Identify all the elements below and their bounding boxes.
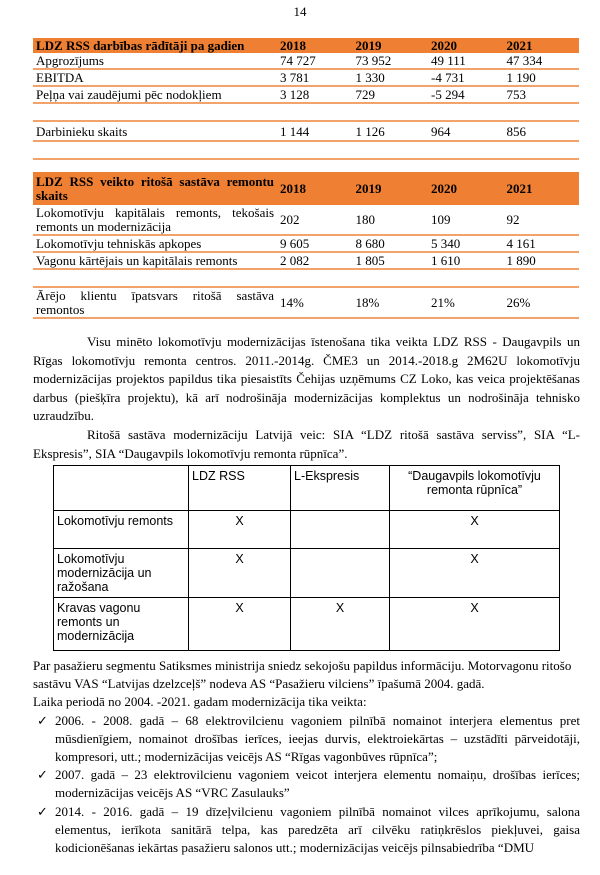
cell: 180 (353, 205, 428, 235)
cell: 729 (353, 86, 428, 103)
table-row (33, 53, 579, 69)
header-cell (54, 466, 189, 511)
cell: Lokomotīvju modernizācija un ražošana (54, 549, 189, 598)
cell: Ārējo klientu īpatsvars ritošā sastāva remontos (33, 287, 277, 318)
list-item (33, 712, 580, 767)
performance-table (33, 38, 579, 160)
header-cell: LDZ RSS darbības rādītāji pa gadien (33, 38, 277, 53)
table-row (33, 252, 579, 269)
header-cell: LDZ RSS (189, 466, 291, 511)
table-row (54, 511, 560, 549)
cell: 26% (504, 287, 580, 318)
list-item (33, 803, 580, 858)
cell: 21% (428, 287, 503, 318)
cell: 109 (428, 205, 503, 235)
header-cell: 2018 (277, 38, 352, 53)
table-row (33, 69, 579, 86)
spacer-row (33, 141, 579, 159)
cell: X (291, 598, 390, 651)
cell: 3 128 (277, 86, 352, 103)
cell: Lokomotīvju remonts (54, 511, 189, 549)
header-cell: 2018 (277, 172, 352, 205)
cell: EBITDA (33, 69, 277, 86)
cell: Kravas vagonu remonts un modernizācija (54, 598, 189, 651)
cell: 1 890 (504, 252, 580, 269)
checkmark-icon: ✓ (37, 803, 48, 819)
cell: 18% (353, 287, 428, 318)
header-cell: 2021 (504, 172, 580, 205)
cell: -4 731 (428, 69, 503, 86)
table-header-row (33, 38, 579, 53)
cell: 5 340 (428, 235, 503, 252)
cell: 73 952 (353, 53, 428, 69)
checkmark-icon: ✓ (37, 767, 48, 783)
cell: Apgrozījums (33, 53, 277, 69)
paragraph: Par pasažieru segmentu Satiksmes ministrija sniedz sekojošu papildus informāciju. Motorvagonu ritošo sastāvu VAS “Latvijas dzelzceļš” nodeva AS “Pasažieru vilciens” īpašumā 2004. gadā. (33, 658, 572, 692)
cell: Lokomotīvju tehniskās apkopes (33, 235, 277, 252)
cell: 49 111 (428, 53, 503, 69)
cell: Lokomotīvju kapitālais remonts, tekošais remonts un modernizācija (33, 205, 277, 235)
cell: 14% (277, 287, 352, 318)
cell: -5 294 (428, 86, 503, 103)
list-item (33, 766, 580, 802)
cell: Vagonu kārtējais un kapitālais remonts (33, 252, 277, 269)
header-cell: “Daugavpils lokomotīvju remonta rūpnīca” (390, 466, 560, 511)
cell (291, 511, 390, 549)
cell: 2 082 (277, 252, 352, 269)
passenger-section (33, 657, 580, 857)
header-cell: 2019 (353, 172, 428, 205)
cell: 1 805 (353, 252, 428, 269)
paragraph: Ritošā sastāva modernizāciju Latvijā veic: SIA “LDZ ritošā sastāva serviss”, SIA “L-Ekspresis”, SIA “Daugavpils lokomotīvju remonta rūpnīca”. (33, 426, 580, 461)
table-header-row (54, 466, 560, 511)
modernization-companies-table (53, 465, 560, 651)
list-item-text: 2014. - 2016. gadā – 19 dīzeļvilcienu vagoniem pilnībā nomainot vilces aprīkojumu, salona elementus, ierīkota sanitārā telpa, kas paredzēta arī cilvēku ratiņkrēslos piekļuvei, gaisa kodicionēšanas iekārtas pasažieru salonos utt.; modernizācijas veicējs pilnsabiedrība “DMU (55, 803, 580, 856)
cell: 1 610 (428, 252, 503, 269)
cell: X (390, 511, 560, 549)
cell: X (189, 549, 291, 598)
cell: 1 330 (353, 69, 428, 86)
table-header-row (33, 172, 579, 205)
table-row (54, 549, 560, 598)
cell: X (390, 549, 560, 598)
spacer-row (33, 269, 579, 287)
cell: X (189, 598, 291, 651)
table-row (54, 598, 560, 651)
list-item-text: 2006. - 2008. gadā – 68 elektrovilcienu vagoniem pilnībā nomainot interjera elementus pret mūsdienīgiem, nomainot drošības ierīces, ieejas durvis, elektroiekārtas – uzstādīti pārveidotāji, kompresori, utt.; modernizācijas veicējs AS “Rīgas vagonbūves rūpnīca”; (55, 712, 580, 765)
list-item-text: 2007. gadā – 23 elektrovilcienu vagoniem veicot interjera elementu nomaiņu, drošības ierīces; modernizācijas veicējs AS “VRC Zasulauks” (55, 767, 580, 801)
table-row (33, 86, 579, 103)
header-cell: 2020 (428, 172, 503, 205)
cell: 9 605 (277, 235, 352, 252)
cell: 47 334 (503, 53, 579, 69)
cell: 202 (277, 205, 352, 235)
header-cell: 2019 (353, 38, 428, 53)
cell: 8 680 (353, 235, 428, 252)
cell: Darbinieku skaits (33, 121, 277, 141)
modernization-list (33, 712, 580, 858)
page-number: 14 (293, 4, 307, 19)
header-cell: L-Ekspresis (291, 466, 390, 511)
cell: Peļņa vai zaudējumi pēc nodokļiem (33, 86, 277, 103)
cell: 92 (504, 205, 580, 235)
cell (291, 549, 390, 598)
checkmark-icon: ✓ (37, 712, 48, 728)
cell: 4 161 (504, 235, 580, 252)
header-cell: LDZ RSS veikto ritošā sastāva remontu skaits (33, 172, 277, 205)
table-row (33, 121, 579, 141)
cell: 964 (428, 121, 503, 141)
paragraph: Visu minēto lokomotīvju modernizācijas īstenošana tika veikta LDZ RSS - Daugavpils un Rīgas lokomotīvju remonta centros. 2011.-2014g. ČME3 un 2014.-2018.g 2M62U lokomotīvju modernizācijas projektos papildus tika piesaistīts Čehijas uzņēmums CZ Loko, kas veica projektēšanas darbus (piešķīra projektu), kā arī nodrošināja modernizācijas komplektus un nodrošināja tehnisko uzraudzību. (33, 334, 580, 424)
table-row (33, 287, 579, 318)
header-cell: 2021 (503, 38, 579, 53)
table-row (33, 205, 579, 235)
cell: X (189, 511, 291, 549)
spacer-row (33, 103, 579, 121)
body-text (33, 333, 580, 463)
cell: 1 144 (277, 121, 352, 141)
repairs-table (33, 172, 579, 319)
cell: 74 727 (277, 53, 352, 69)
cell: 856 (503, 121, 579, 141)
header-cell: 2020 (428, 38, 503, 53)
paragraph: Laika periodā no 2004. -2021. gadam modernizācija tika veikta: (33, 694, 367, 710)
cell: 3 781 (277, 69, 352, 86)
table-row (33, 235, 579, 252)
cell: X (390, 598, 560, 651)
cell: 753 (503, 86, 579, 103)
cell: 1 190 (503, 69, 579, 86)
cell: 1 126 (353, 121, 428, 141)
